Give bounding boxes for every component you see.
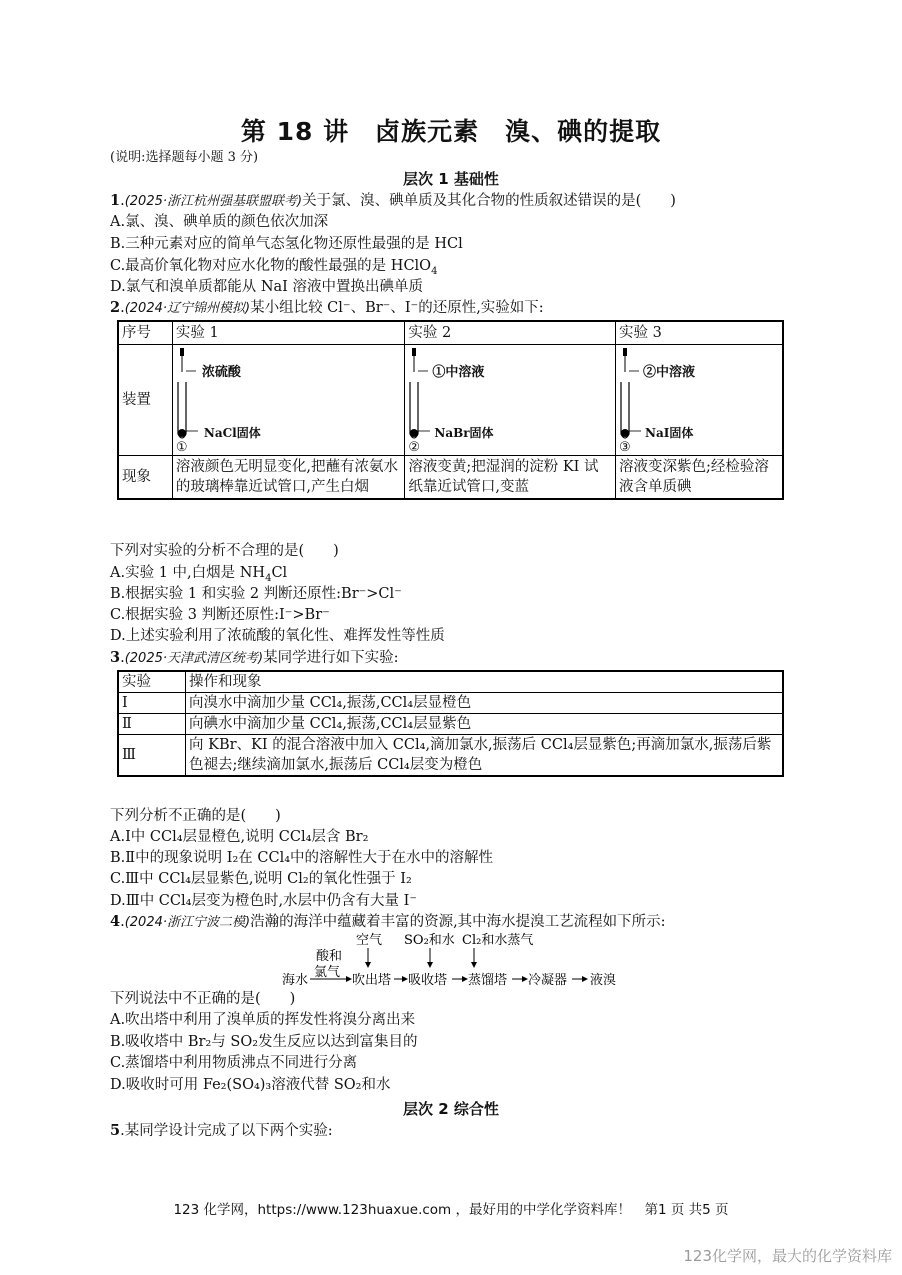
note: (说明:选择题每小题 3 分)	[110, 150, 259, 165]
apparatus-2	[405, 345, 616, 456]
row-1-text: 向溴水中滴加少量 CCl₄,振荡,CCl₄层显橙色	[186, 693, 784, 714]
flow-acid-line2: 氯气	[314, 965, 341, 980]
apparatus-1-number: ①	[175, 440, 188, 455]
th-exp3: 实验 3	[616, 321, 784, 345]
th-exp1: 实验 1	[172, 321, 404, 345]
th-index: 序号	[118, 321, 172, 345]
apparatus-1-reagent: 浓硫酸	[201, 365, 241, 380]
q1-stem: 1.(2025·浙江杭州强基联盟联考)关于氯、溴、碘单质及其化合物的性质叙述错误的是( )	[110, 192, 676, 209]
th-exp2: 实验 2	[405, 321, 616, 345]
apparatus-1-solid: NaCl固体	[203, 426, 261, 440]
apparatus-2-reagent: ①中溶液	[432, 365, 485, 380]
apparatus-3-reagent: ②中溶液	[643, 365, 696, 380]
level-1-heading: 层次 1 基础性	[403, 170, 499, 188]
flow-input-air: 空气	[356, 933, 383, 948]
row-3-key: Ⅲ	[118, 735, 186, 777]
flow-acid-line1: 酸和	[316, 949, 343, 964]
q2-option-b: B.根据实验 1 和实验 2 判断还原性:Br⁻>Cl⁻	[110, 586, 402, 602]
flow-step-liquid-bromine: 液溴	[590, 973, 617, 988]
q3-table	[117, 670, 784, 777]
page-title: 第 18 讲 卤族元素 溴、碘的提取	[240, 117, 662, 146]
row-phenomenon-label: 现象	[118, 456, 172, 500]
q4-option-c: C.蒸馏塔中利用物质沸点不同进行分离	[110, 1055, 358, 1071]
q2-table	[117, 320, 784, 500]
q1-option-d: D.氯气和溴单质都能从 NaI 溶液中置换出碘单质	[110, 279, 423, 295]
apparatus-2-solid: NaBr固体	[434, 426, 494, 440]
th-exp: 实验	[118, 671, 186, 693]
th-operation: 操作和现象	[186, 671, 784, 693]
q2-ask: 下列对实验的分析不合理的是( )	[110, 543, 339, 559]
flow-step-absorb: 吸收塔	[408, 973, 448, 988]
row-2-key: Ⅱ	[118, 714, 186, 735]
apparatus-3-number: ③	[619, 440, 631, 455]
q3-ask: 下列分析不正确的是( )	[110, 808, 281, 824]
q1-option-a: A.氯、溴、碘单质的颜色依次加深	[110, 214, 329, 230]
q4-stem: 4.(2024·浙江宁波二模)浩瀚的海洋中蕴藏着丰富的资源,其中海水提溴工艺流程如下所示:	[110, 913, 666, 930]
q2-stem: 2.(2024·辽宁锦州模拟)某小组比较 Cl⁻、Br⁻、I⁻的还原性,实验如下:	[110, 299, 544, 316]
flow-step-seawater: 海水	[282, 973, 309, 988]
phenomenon-2: 溶液变黄;把湿润的淀粉 KI 试纸靠近试管口,变蓝	[405, 456, 616, 500]
q4-option-d: D.吸收时可用 Fe₂(SO₄)₃溶液代替 SO₂和水	[110, 1077, 391, 1093]
page-footer: 123 化学网，https://www.123huaxue.com ，最好用的中学化学资料库！ 第1 页 共5 页	[173, 1202, 729, 1218]
apparatus-2-number: ②	[408, 440, 420, 455]
q2-option-c: C.根据实验 3 判断还原性:I⁻>Br⁻	[110, 607, 330, 623]
flow-input-so2: SO₂和水	[404, 933, 455, 948]
phenomenon-1: 溶液颜色无明显变化,把蘸有浓氨水的玻璃棒靠近试管口,产生白烟	[172, 456, 404, 500]
row-1-key: Ⅰ	[118, 693, 186, 714]
bromine-flow-diagram	[282, 930, 642, 990]
q4-option-a: A.吹出塔中利用了溴单质的挥发性将溴分离出来	[110, 1012, 416, 1028]
phenomenon-3: 溶液变深紫色;经检验溶液含单质碘	[616, 456, 784, 500]
watermark: 123化学网，最大的化学资料库	[683, 1247, 892, 1265]
flow-step-distill: 蒸馏塔	[468, 973, 508, 988]
q3-option-a: A.Ⅰ中 CCl₄层显橙色,说明 CCl₄层含 Br₂	[110, 829, 369, 845]
q3-option-b: B.Ⅱ中的现象说明 I₂在 CCl₄中的溶解性大于在水中的溶解性	[110, 850, 494, 866]
q4-option-b: B.吸收塔中 Br₂与 SO₂发生反应以达到富集目的	[110, 1034, 418, 1050]
level-2-heading: 层次 2 综合性	[403, 1100, 499, 1118]
apparatus-1	[172, 345, 404, 456]
q5-stem: 5.某同学设计完成了以下两个实验:	[110, 1122, 333, 1139]
flow-step-condenser: 冷凝器	[528, 973, 568, 988]
q3-option-d: D.Ⅲ中 CCl₄层变为橙色时,水层中仍含有大量 I⁻	[110, 893, 418, 909]
apparatus-3	[616, 345, 784, 456]
row-apparatus-label: 装置	[118, 345, 172, 456]
q2-option-a: A.实验 1 中,白烟是 $NH_4Cl$	[110, 565, 288, 584]
q3-stem: 3.(2025·天津武清区统考)某同学进行如下实验:	[110, 649, 399, 666]
q2-option-d: D.上述实验利用了浓硫酸的氧化性、难挥发性等性质	[110, 628, 445, 644]
q3-option-c: C.Ⅲ中 CCl₄层显紫色,说明 Cl₂的氧化性强于 I₂	[110, 871, 412, 887]
apparatus-3-solid: NaI固体	[645, 426, 694, 440]
q1-option-b: B.三种元素对应的简单气态氢化物还原性最强的是 HCl	[110, 236, 463, 252]
row-3-text: 向 KBr、KI 的混合溶液中加入 CCl₄,滴加氯水,振荡后 CCl₄层显紫色;再滴加氯水,振荡后紫色褪去;继续滴加氯水,振荡后 CCl₄层变为橙色	[186, 735, 784, 777]
q4-ask: 下列说法中不正确的是( )	[110, 991, 296, 1007]
flow-step-blowout: 吹出塔	[352, 973, 392, 988]
q1-option-c: C.最高价氧化物对应水化物的酸性最强的是 HClO$_4$	[110, 258, 438, 277]
row-2-text: 向碘水中滴加少量 CCl₄,振荡,CCl₄层显紫色	[186, 714, 784, 735]
flow-input-cl2: Cl₂和水蒸气	[462, 933, 534, 948]
